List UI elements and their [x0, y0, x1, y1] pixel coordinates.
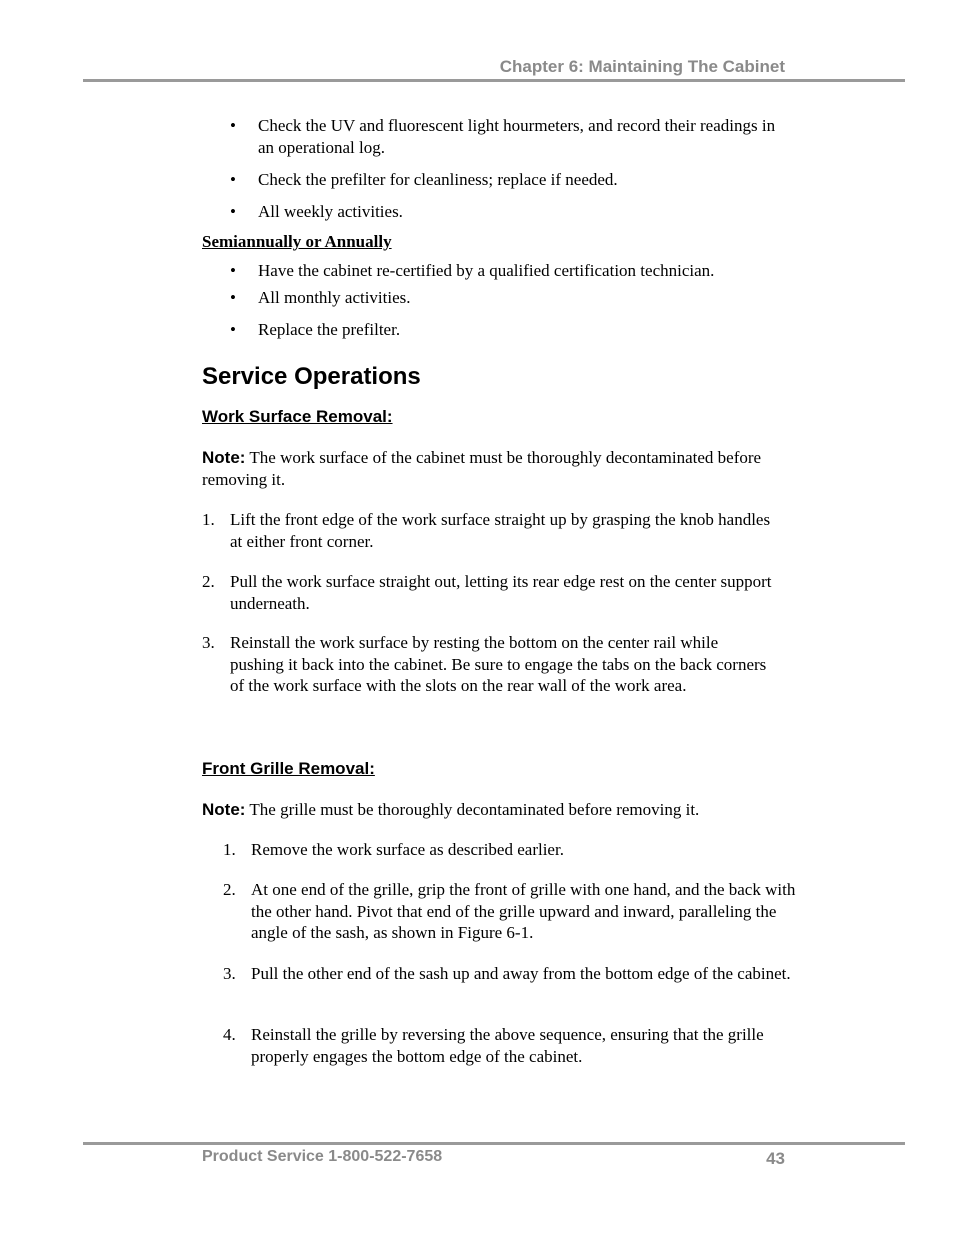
step-number: 2. [202, 572, 215, 591]
step-text: Pull the work surface straight out, letting its rear edge rest on the center support underneath. [230, 572, 772, 613]
step-number: 2. [223, 880, 236, 899]
note-text: The grille must be thoroughly decontaminated before removing it. [245, 800, 700, 819]
product-service-phone: Product Service 1-800-522-7658 [202, 1148, 443, 1165]
list-item: All weekly activities. [258, 202, 403, 221]
step-number: 3. [223, 964, 236, 983]
note-label: Note: [202, 448, 246, 467]
step-number: 3. [202, 633, 215, 652]
bullet-glyph: • [230, 288, 236, 307]
step-text: Reinstall the work surface by resting the bottom on the center rail while pushing it back into the cabinet. Be sure to engage the tabs on the back corners of the work surface with the slots on the rear wall of the work area. [230, 633, 767, 695]
front-grille-note [202, 799, 777, 821]
header-rule [83, 79, 905, 82]
step-text: Remove the work surface as described earlier. [251, 840, 564, 859]
step-number: 1. [202, 510, 215, 529]
semiannual-heading: Semiannually or Annually [202, 232, 392, 251]
page-number: 43 [766, 1149, 785, 1168]
front-grille-heading: Front Grille Removal: [202, 759, 375, 778]
bullet-glyph: • [230, 320, 236, 339]
work-surface-heading: Work Surface Removal: [202, 407, 393, 426]
list-item: Check the prefilter for cleanliness; replace if needed. [258, 170, 618, 189]
bullet-glyph: • [230, 170, 236, 189]
list-item: Replace the prefilter. [258, 320, 401, 339]
note-text: The work surface of the cabinet must be thoroughly decontaminated before removing it. [202, 448, 762, 489]
bullet-glyph: • [230, 261, 236, 280]
step-text: Reinstall the grille by reversing the above sequence, ensuring that the grille properly engages the bottom edge of the cabinet. [251, 1025, 764, 1066]
step-text: Lift the front edge of the work surface straight up by grasping the knob handles at either front corner. [230, 510, 771, 551]
section-title: Service Operations [202, 363, 421, 390]
bullet-glyph: • [230, 202, 236, 221]
footer-rule [83, 1142, 905, 1145]
bullet-glyph: • [230, 116, 236, 135]
list-item: All monthly activities. [258, 288, 411, 307]
step-text: Pull the other end of the sash up and away from the bottom edge of the cabinet. [251, 964, 791, 983]
list-item: Have the cabinet re-certified by a qualified certification technician. [258, 261, 715, 280]
list-item: Check the UV and fluorescent light hourmeters, and record their readings in an operational log. [258, 116, 776, 157]
step-number: 4. [223, 1025, 236, 1044]
step-number: 1. [223, 840, 236, 859]
work-surface-note [202, 447, 777, 490]
step-text: At one end of the grille, grip the front of grille with one hand, and the back with the other hand. Pivot that end of the grille upward and inward, paralleling the angle of the sash, as shown in Figure 6-1. [251, 880, 796, 942]
note-label: Note: [202, 800, 246, 819]
chapter-header: Chapter 6: Maintaining The Cabinet [499, 57, 785, 76]
